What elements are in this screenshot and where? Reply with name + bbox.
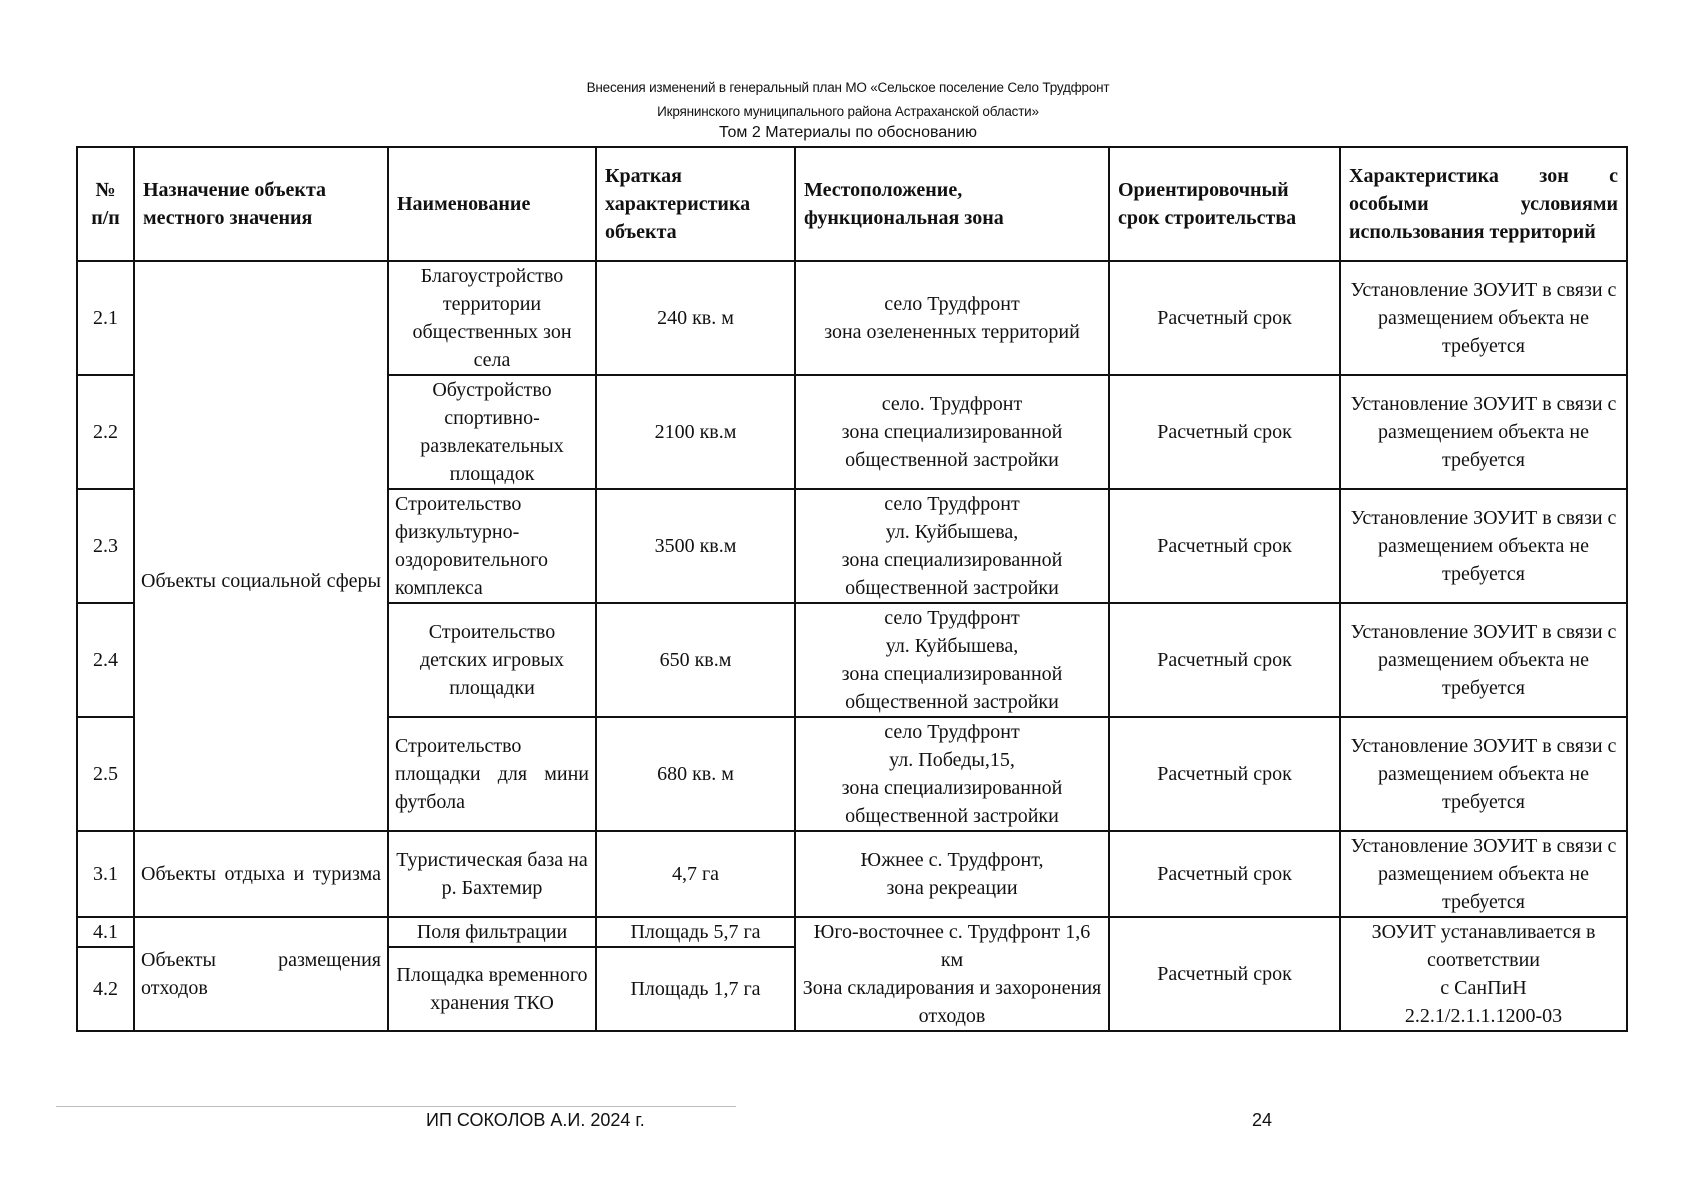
header-term: Ориентировочный срок строительства <box>1109 147 1340 261</box>
row-name: Площадка временного хранения ТКО <box>388 947 596 1031</box>
page-number: 24 <box>1252 1110 1273 1130</box>
group-waste <box>134 917 388 1031</box>
objects-table <box>76 146 1628 1032</box>
group-social-label: Объекты социальной сферы <box>141 570 381 592</box>
header-title-line2: Икрянинского муниципального района Астраханской области» <box>657 104 1039 119</box>
row-name: Строительство детских игровых площадки <box>388 603 596 717</box>
row-desc: 240 кв. м <box>596 261 795 375</box>
row-desc: 4,7 га <box>596 831 795 917</box>
table-row <box>77 261 1627 375</box>
document-header <box>0 76 1696 142</box>
row-desc: 680 кв. м <box>596 717 795 831</box>
group-social <box>134 261 388 831</box>
row-term: Расчетный срок <box>1109 489 1340 603</box>
row-term: Расчетный срок <box>1109 375 1340 489</box>
row-zones: Установление ЗОУИТ в связи с размещением объекта не требуется <box>1340 831 1627 917</box>
row-name: Строительство площадки для мини футбола <box>388 717 596 831</box>
row-term: Расчетный срок <box>1109 261 1340 375</box>
row-num: 2.5 <box>77 717 134 831</box>
waste-zones: ЗОУИТ устанавливается в соответствии с СанПиН 2.2.1/2.1.1.1200-03 <box>1340 917 1627 1031</box>
header-volume: Том 2 Материалы по обоснованию <box>718 124 978 141</box>
footer-author: ИП СОКОЛОВ А.И. 2024 г. <box>426 1110 645 1130</box>
header-desc: Краткая характеристика объекта <box>596 147 795 261</box>
row-name: Благоустройство территории общественных зон села <box>388 261 596 375</box>
row-num: 3.1 <box>77 831 134 917</box>
row-num: 2.3 <box>77 489 134 603</box>
header-name: Наименование <box>388 147 596 261</box>
header-location: Местоположение, функциональная зона <box>795 147 1109 261</box>
header-zones: Характеристика зон с особыми условиями использования территорий <box>1340 147 1627 261</box>
footer-divider <box>56 1106 736 1107</box>
row-location: село Трудфронт зона озелененных территорий <box>795 261 1109 375</box>
header-purpose: Назначение объекта местного значения <box>134 147 388 261</box>
row-desc: Площадь 1,7 га <box>596 947 795 1031</box>
header-title-line1: Внесения изменений в генеральный план МО «Сельское поселение Село Трудфронт <box>586 80 1110 95</box>
row-desc: 650 кв.м <box>596 603 795 717</box>
table-row <box>77 917 1627 947</box>
group-tourism <box>134 831 388 917</box>
row-location: Южнее с. Трудфронт, зона рекреации <box>795 831 1109 917</box>
header-num: № п/п <box>77 147 134 261</box>
row-name: Строительство физкультурно-оздоровительного комплекса <box>388 489 596 603</box>
waste-term: Расчетный срок <box>1109 917 1340 1031</box>
row-zones: Установление ЗОУИТ в связи с размещением объекта не требуется <box>1340 375 1627 489</box>
row-zones: Установление ЗОУИТ в связи с размещением объекта не требуется <box>1340 261 1627 375</box>
row-desc: 2100 кв.м <box>596 375 795 489</box>
row-desc: 3500 кв.м <box>596 489 795 603</box>
row-num: 2.1 <box>77 261 134 375</box>
group-tourism-label: Объекты отдыха и туризма <box>141 863 381 885</box>
row-zones: Установление ЗОУИТ в связи с размещением объекта не требуется <box>1340 489 1627 603</box>
row-zones: Установление ЗОУИТ в связи с размещением объекта не требуется <box>1340 603 1627 717</box>
row-term: Расчетный срок <box>1109 717 1340 831</box>
row-num: 2.4 <box>77 603 134 717</box>
row-location: село Трудфронт ул. Куйбышева, зона специализированной общественной застройки <box>795 603 1109 717</box>
row-num: 4.2 <box>77 947 134 1031</box>
row-zones: Установление ЗОУИТ в связи с размещением объекта не требуется <box>1340 717 1627 831</box>
waste-location: Юго-восточнее с. Трудфронт 1,6 км Зона складирования и захоронения отходов <box>795 917 1109 1031</box>
table-header-row <box>77 147 1627 261</box>
row-name: Обустройство спортивно-развлекательных площадок <box>388 375 596 489</box>
row-location: село. Трудфронт зона специализированной общественной застройки <box>795 375 1109 489</box>
row-location: село Трудфронт ул. Куйбышева, зона специализированной общественной застройки <box>795 489 1109 603</box>
row-term: Расчетный срок <box>1109 603 1340 717</box>
row-name: Туристическая база на р. Бахтемир <box>388 831 596 917</box>
row-term: Расчетный срок <box>1109 831 1340 917</box>
row-location: село Трудфронт ул. Победы,15, зона специализированной общественной застройки <box>795 717 1109 831</box>
row-name: Поля фильтрации <box>388 917 596 947</box>
row-desc: Площадь 5,7 га <box>596 917 795 947</box>
row-num: 4.1 <box>77 917 134 947</box>
group-waste-label: Объекты размещения отходов <box>141 949 381 999</box>
table-row <box>77 831 1627 917</box>
row-num: 2.2 <box>77 375 134 489</box>
